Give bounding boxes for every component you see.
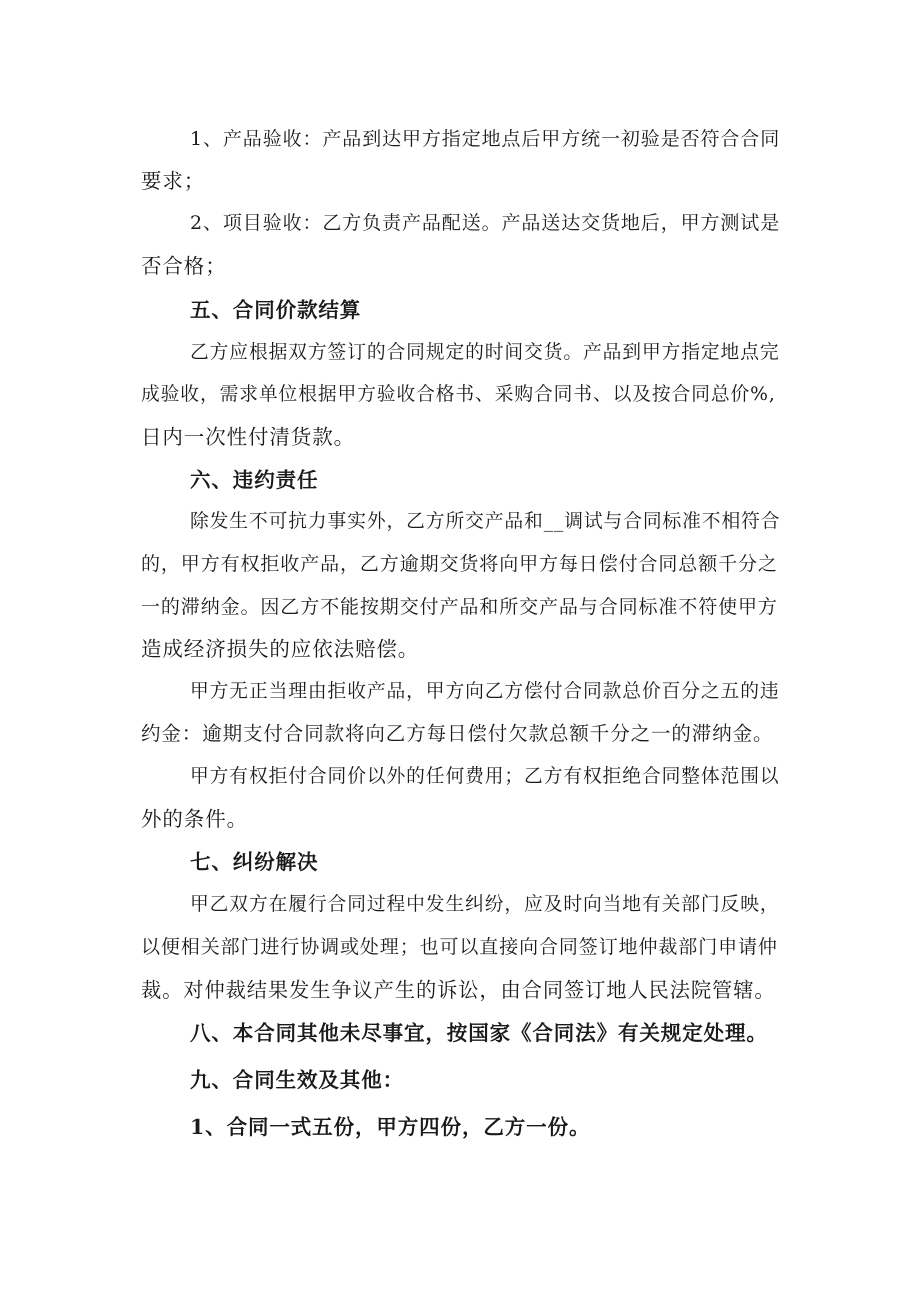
section-heading-9: 九、合同生效及其他：	[190, 1068, 404, 1092]
liability-line8: 外的条件。	[141, 807, 248, 831]
settlement-line3: 日内一次性付清货款。	[141, 425, 355, 449]
clause-product-acceptance-line1: 1、产品验收：产品到达甲方指定地点后甲方统一初验是否符合合同	[190, 128, 781, 150]
clause-project-acceptance-line1: 2、项目验收：乙方负责产品配送。产品送达交货地后，甲方测试是	[190, 212, 781, 234]
clause-project-acceptance-line2: 否合格；	[141, 254, 227, 278]
settlement-line2: 成验收，需求单位根据甲方验收合格书、采购合同书、以及按合同总价%,	[141, 384, 776, 405]
liability-line7: 甲方有权拒付合同价以外的任何费用；乙方有权拒绝合同整体范围以	[190, 766, 780, 787]
section-heading-5: 五、合同价款结算	[190, 298, 362, 322]
dispute-line2: 以便相关部门进行协调或处理；也可以直接向合同签订地仲裁部门申请仲	[141, 936, 778, 958]
liability-line6: 约金：逾期支付合同款将向乙方每日偿付欠款总额千分之一的滞纳金。	[141, 722, 774, 745]
liability-line3: 一的滞纳金。因乙方不能按期交付产品和所交产品与合同标准不符使甲方	[141, 596, 778, 618]
clause-product-acceptance-line2: 要求；	[141, 169, 206, 193]
settlement-line1: 乙方应根据双方签订的合同规定的时间交货。产品到甲方指定地点完	[190, 342, 780, 363]
dispute-line3: 裁。对仲裁结果发生争议产生的诉讼，由合同签订地人民法院管辖。	[141, 978, 776, 1002]
dispute-line1: 甲乙双方在履行合同过程中发生纠纷，应及时向当地有关部门反映，	[190, 894, 780, 915]
liability-line4: 造成经济损失的应依法赔偿。	[141, 637, 420, 661]
section-heading-6: 六、违约责任	[190, 468, 319, 492]
liability-line2: 的，甲方有权拒收产品，乙方逾期交货将向甲方每日偿付合同总额千分之	[141, 553, 778, 575]
section-heading-7: 七、纠纷解决	[190, 850, 319, 874]
liability-line1: 除发生不可抗力事实外，乙方所交产品和__调试与合同标准不相符合	[190, 511, 781, 532]
liability-line5: 甲方无正当理由拒收产品，甲方向乙方偿付合同款总价百分之五的违	[190, 681, 780, 702]
copies-line: 1、合同一式五份，甲方四份，乙方一份。	[190, 1115, 591, 1139]
section-heading-8: 八、本合同其他未尽事宜，按国家《合同法》有关规定处理。	[190, 1021, 768, 1045]
